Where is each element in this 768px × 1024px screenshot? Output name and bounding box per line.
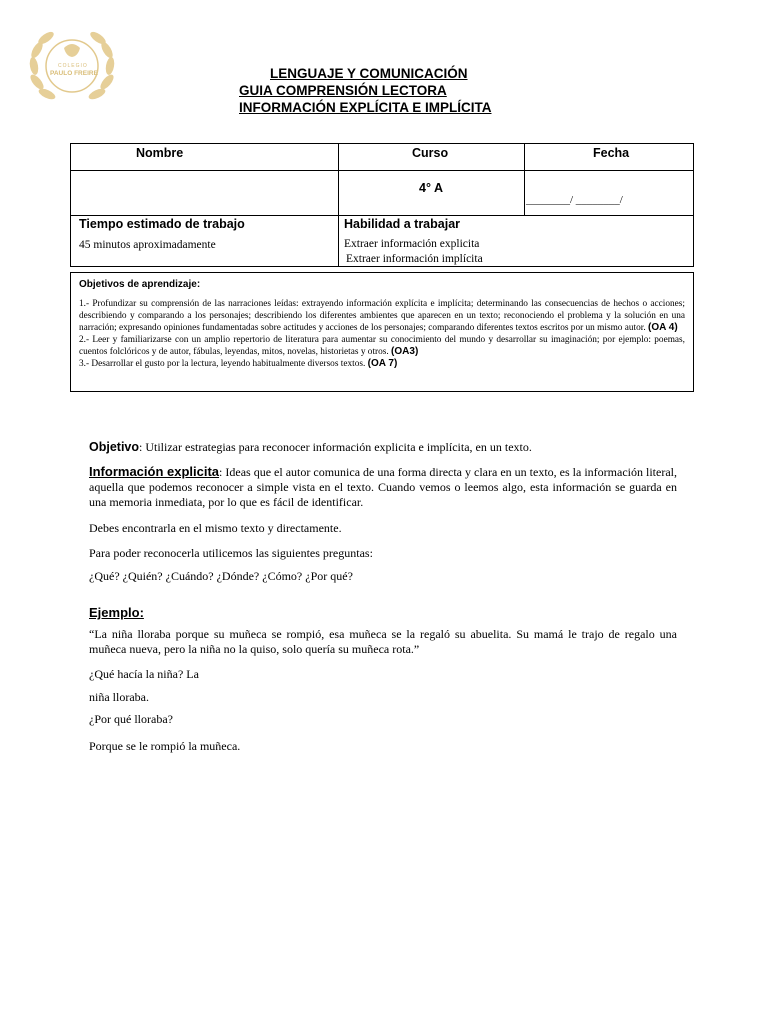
objective-code: (OA 4): [648, 322, 678, 333]
subject-title: LENGUAJE Y COMUNICACIÓN: [270, 66, 468, 81]
example-quote: “La niña lloraba porque su muñeca se rompió, esa muñeca se la regaló su abuelita. Su mamá le trajo de regalo una muñeca nueva, pero la niña no la quiso, solo quería su muñeca rota.”: [89, 627, 677, 656]
objectives-title: Objetivos de aprendizaje:: [79, 279, 201, 290]
logo-name: PAULO FREIRE: [50, 70, 98, 77]
school-logo: [20, 26, 124, 106]
tiempo-label: Tiempo estimado de trabajo: [79, 217, 245, 231]
instruction-paragraph: Debes encontrarla en el mismo texto y directamente.: [89, 521, 342, 535]
curso-value: 4° A: [419, 181, 443, 195]
example-answer-1: niña lloraba.: [89, 690, 149, 704]
logo-top-text: COLEGIO: [58, 63, 88, 69]
nombre-header: Nombre: [136, 146, 184, 160]
objective-item: 1.- Profundizar su comprensión de las narraciones leídas: extrayendo información explícita e implícita; determinando las consecuencias de hechos o acciones; describiendo y comparando a los personajes; describiendo los diferentes ambientes que aparecen en un texto; reconociendo el problema y la solución en una narración; expresando opiniones fundamentadas sobre actitudes y acciones de los personajes; comparando diferentes textos escritos por un mismo autor. (OA 4): [79, 299, 685, 333]
info-explicita-paragraph: Información explicita: Ideas que el autor comunica de una forma directa y clara en un texto, es la información literal, aquella que podemos reconocer a simple vista en el texto. Cuando vemos o leemos algo, esta información se guarda en una memoria inmediata, por lo que es fácil de identificar.: [89, 464, 677, 509]
fecha-field[interactable]: ________/ ________/: [526, 194, 623, 206]
objective-code: (OA3): [391, 346, 419, 357]
topic-title: INFORMACIÓN EXPLÍCITA E IMPLÍCITA: [239, 100, 492, 115]
objetivo-paragraph: Objetivo: Utilizar estrategias para reconocer información explicita e implícita, en un texto.: [89, 440, 532, 454]
example-answer-2: Porque se le rompió la muñeca.: [89, 739, 241, 753]
guide-title: GUIA COMPRENSIÓN LECTORA: [239, 83, 447, 98]
example-question-1: ¿Qué hacía la niña? La: [89, 667, 199, 681]
tiempo-value: 45 minutos aproximadamente: [79, 239, 216, 251]
fecha-header: Fecha: [593, 146, 630, 160]
habilidad-label: Habilidad a trabajar: [344, 217, 461, 231]
student-info-table: [70, 143, 694, 267]
objective-code: (OA 7): [367, 358, 398, 369]
example-question-2: ¿Por qué lloraba?: [89, 712, 173, 726]
habilidad-item-1: Extraer información explicita: [344, 238, 480, 250]
objective-item: 2.- Leer y familiarizarse con un amplio repertorio de literatura para aumentar su conocimiento del mundo y desarrollar su imaginación; por ejemplo: poemas, cuentos folclóricos y de autor, fábulas, leyendas, mitos, novelas, historietas y otros. (OA3): [79, 335, 685, 357]
curso-header: Curso: [412, 146, 449, 160]
nombre-field[interactable]: [71, 171, 337, 214]
info-explicita-label: Información explicita: [89, 464, 220, 479]
learning-objectives-box: [70, 272, 694, 392]
lesson-content: [89, 440, 677, 754]
ejemplo-label: Ejemplo:: [89, 605, 144, 620]
questions-intro: Para poder reconocerla utilicemos las siguientes preguntas:: [89, 546, 373, 560]
objetivo-label: Objetivo: [89, 440, 140, 454]
question-words: ¿Qué? ¿Quién? ¿Cuándo? ¿Dónde? ¿Cómo? ¿Por qué?: [89, 569, 353, 583]
habilidad-item-2: Extraer información implícita: [346, 253, 483, 265]
objective-item: 3.- Desarrollar el gusto por la lectura, leyendo habitualmente diversos textos. (OA 7): [79, 358, 398, 369]
